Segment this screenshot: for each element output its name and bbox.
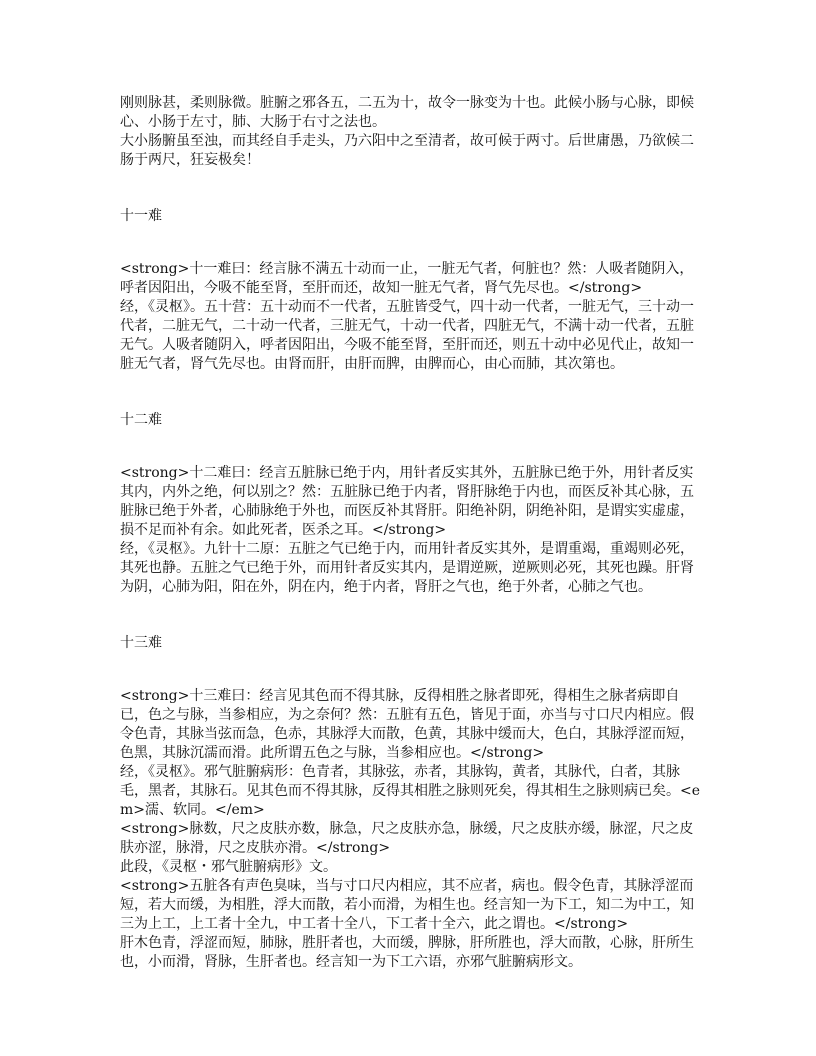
paragraph: 大小肠腑虽至浊，而其经自手走头，乃六阳中之至清者，故可候于两寸。后世庸愚，乃欲候二肠于两尺，狂妄极矣！ [120, 133, 694, 168]
paragraph: <strong>十一难曰：经言脉不满五十动而一止，一脏无气者，何脏也？然：人吸者随阴入，呼者因阳出，今吸不能至肾，至肝而还，故知一脏无气者，肾气先尽也。</strong> [120, 261, 694, 296]
section-heading: 十三难 [120, 635, 162, 651]
section-heading: 十一难 [120, 208, 162, 224]
document-body [120, 94, 702, 972]
paragraph: 肝木色青，浮涩而短，肺脉，胜肝者也，大而缓，脾脉，肝所胜也，浮大而散，心脉，肝所生也，小而滑，肾脉，生肝者也。经言知一为下工六语，亦邪气脏腑病形文。 [120, 935, 694, 970]
paragraph: <strong>十三难曰：经言见其色而不得其脉，反得相胜之脉者即死，得相生之脉者病即自已，色之与脉，当参相应，为之奈何？然：五脏有五色，皆见于面，亦当与寸口尺内相应。假令色青，其脉当弦而急，色赤，其脉浮大而散，色黄，其脉中缓而大，色白，其脉浮涩而短，色黑，其脉沉濡而滑。此所谓五色之与脉，当参相应也。</strong> [120, 688, 694, 761]
paragraph: 经，《灵枢》。九针十二原：五脏之气已绝于内，而用针者反实其外，是谓重竭，重竭则必死，其死也静。五脏之气已绝于外，而用针者反实其内，是谓逆厥，逆厥则必死，其死也躁。肝肾为阴，心肺为阳，阳在外，阴在内，绝于内者，肾肝之气也，绝于外者，心肺之气也。 [120, 541, 694, 595]
paragraph: 经，《灵枢》。五十营：五十动而不一代者，五脏皆受气，四十动一代者，一脏无气，三十动一代者，二脏无气，二十动一代者，三脏无气，十动一代者，四脏无气，不满十动一代者，五脏无气。人吸者随阴入，呼者因阳出，今吸不能至肾，至肝而还，则五十动中必见代止，故知一脏无气者，肾气先尽也。由肾而肝，由肝而脾，由脾而心，由心而肺，其次第也。 [120, 299, 694, 372]
paragraph: <strong>脉数，尺之皮肤亦数，脉急，尺之皮肤亦急，脉缓，尺之皮肤亦缓，脉涩，尺之皮肤亦涩，脉滑，尺之皮肤亦滑。</strong> [120, 821, 694, 856]
paragraph: <strong>十二难曰：经言五脏脉已绝于内，用针者反实其外，五脏脉已绝于外，用针者反实其内，内外之绝，何以别之？然：五脏脉已绝于内者，肾肝脉绝于内也，而医反补其心脉，五脏脉已绝于外者，心肺脉绝于外也，而医反补其肾肝。阳绝补阴，阴绝补阳，是谓实实虚虚，损不足而补有余。如此死者，医杀之耳。</strong> [120, 465, 694, 538]
paragraph: 经，《灵枢》。邪气脏腑病形：色青者，其脉弦，赤者，其脉钩，黄者，其脉代，白者，其脉毛，黑者，其脉石。见其色而不得其脉，反得其相胜之脉则死矣，得其相生之脉则病已矣。<em>濡、软同。</em> [120, 764, 701, 818]
paragraph: 刚则脉甚，柔则脉微。脏腑之邪各五，二五为十，故令一脉变为十也。此候小肠与心脉，即候心、小肠于左寸，肺、大肠于右寸之法也。 [120, 95, 694, 130]
paragraph: <strong>五脏各有声色臭味，当与寸口尺内相应，其不应者，病也。假令色青，其脉浮涩而短，若大而缓，为相胜，浮大而散，若小而滑，为相生也。经言知一为下工，知二为中工，知三为上工，上工者十全九，中工者十全八，下工者十全六，此之谓也。</strong> [120, 878, 694, 932]
section-heading: 十二难 [120, 412, 162, 428]
paragraph: 此段，《灵枢・邪气脏腑病形》文。 [120, 859, 337, 875]
